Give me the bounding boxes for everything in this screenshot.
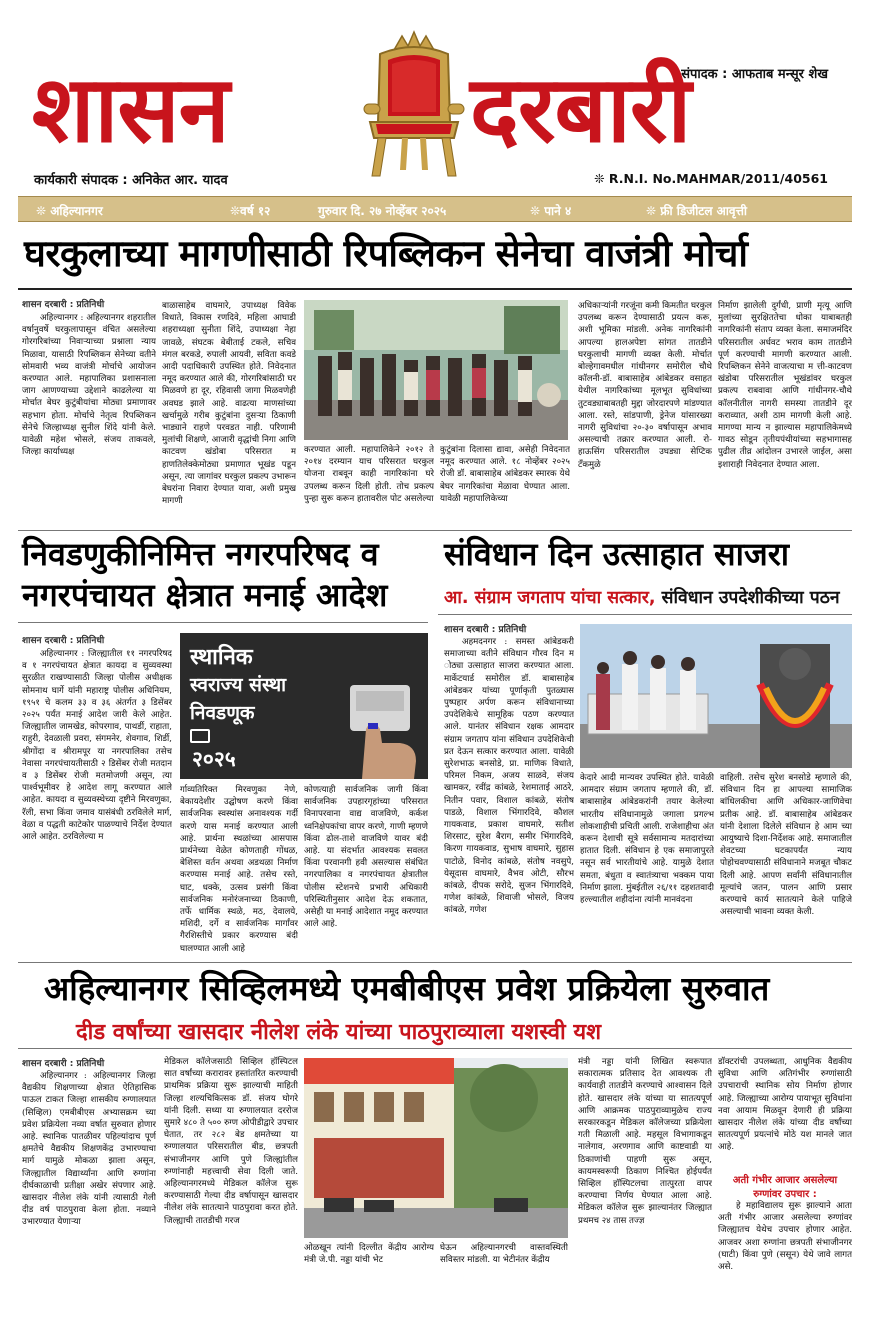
poster-line-1: स्थानिक bbox=[190, 645, 253, 670]
poster-line-3: निवडणूक bbox=[190, 702, 255, 724]
story3-column-2: केदारे आदी मान्यवर उपस्थित होते. यावेळी आमदार संग्राम जगताप म्हणाले की, डॉ. बाबासाहेब आंबेडकरांनी तयार केलेल्या भारतीय संविधानामुळे जगाला प्रगल्भ लोकशाहीची प्रचिती आली. राजेशाहीचा अंत करून देशाची सूत्रे सर्वसामान्य मतदारांच्या हातात दिली. संविधान हे एक समाजापुरते नसून सर्व भारतीयांचे आहे. यामुळे देशात समता, बंधुता व स्वातंत्र्याचा भक्कम पाया निर्माण झाला. मुंबईतील २६/११ दहशतवादी हल्ल्यातील शहीदांना त्यांनी मानवंदना bbox=[580, 773, 714, 906]
story1-column-4: निर्माण झालेली दुर्गंधी, प्राणी मृत्यू आणि मुलांच्या सुरक्षिततेचा धोका याबाबतही नागरिकांनी संताप व्यक्त केला. समाजमंदिर परिसरातील अर्धवट भराव काम तातडीने पूर्ण करण्याची मागणी करण्यात आली. रिपब्लिकन सेनेने वाजत्याचा म त्ती-काटवण खंडोबा परिसरातील भूखंडांवर घरकुल प्रकल्प राबवावा आणि गांधीनगर-चौथे कॉलनीतील नागरी समस्या तातडीने दूर कराव्यात, अशी ठाम मागणी केली आहे. मागण्या मान्य न झाल्यास महापालिकेमध्ये गावठ सोडून तृतीयपंथीयांच्या सहभागासह पुढील तीव्र आंदोलन उभारले जाईल, असा इशाराही निवेदनात देण्यात आला. bbox=[718, 301, 852, 470]
story1-caption-left: करण्यात आली. महापालिकेने २०१२ ते २०१४ दरम्यान याच परिसरात घरकुल योजना राबवून काही नागरिकांना घरे उपलब्ध करून दिली होती. तोच प्रकल्प पुन्हा सुरू करून हातावरील पोट असलेल्या bbox=[304, 445, 434, 504]
story2-column-2: र्गाव्यतिरिक्त मिरवणुका नेणे, बेकायदेशीर उद्घोषण करणे किंवा सार्वजनिक स्वस्थांस अनावश्यक गर्दी करणे यास मनाई करण्यात आली आहे. प्रार्थना स्थळांच्या आसपास प्रार्थनेच्या वेळेत कोणताही गोंधळ, बेशिस्त वर्तन अथवा अडथळा निर्माण करण्यास मनाई आहे. तसेच रस्ते, घाट, धक्के, उत्सव प्रसंगी किंवा सार्वजनिक मनोरंजनाच्या ठिकाणी, तर्फे धार्मिक स्थळे, मठ, देवालये, मशिदी, दर्गे व सार्वजनिक मार्गांवर गैरशिस्तीचे प्रकार करण्यास बंदी घालण्यात आली आहे bbox=[180, 785, 298, 954]
story4-caption-left: ओळखून त्यांनी दिल्लीत केंद्रीय आरोग्य मंत्री जे.पी. नड्डा यांची भेट bbox=[304, 1243, 434, 1266]
story1-column-1: अहिल्यानगर : अहिल्यानगर शहरातील वर्षानुवर्षे घरकुलापासून वंचित असलेल्या गोरगरिबांच्या निवाऱ्याच्या प्रश्नाला न्याय मिळावा, यासाठी रिपब्लिकन सेनेच्या वतीने सोमवारी भव्य वाजंत्री मोर्चाचे आयोजन करण्यात आले. महापालिका प्रशासनाला जाग आणण्याच्या उद्देशाने काढलेल्या या मोर्चात बेघर कुटुंबीयांचा मोठ्या प्रमाणावर सहभाग होता. मोर्चाचे नेतृत्व रिपब्लिकन सेनेचे जिल्हाध्यक्ष सुनील शिंदे यांनी केले. यावेळी महेश भोसले, संजय ताकवले, जिल्हा कार्याध्यक्ष bbox=[22, 313, 156, 458]
story2-headline: निवडणुकीनिमित्त नगरपरिषद व नगरपंचायत क्षेत्रात मनाई आदेश bbox=[22, 535, 388, 614]
story4-column-4b: हे महाविद्यालय सुरू झाल्याने आता अती गंभीर आजार असलेल्या रुग्णांवर जिल्ह्यातच येथेच उपचार होणार आहेत. आजवर अशा रुग्णांना छत्रपती संभाजीनगर (घाटी) किंवा पुणे (ससून) येथे जावे लागत असे. bbox=[718, 1201, 852, 1273]
story3-headline: संविधान दिन उत्साहात साजरा bbox=[444, 535, 790, 573]
story1-byline: शासन दरबारी : प्रतिनिधी bbox=[22, 300, 105, 310]
newspaper-title-left: शासन bbox=[32, 56, 229, 163]
story2-rule bbox=[18, 622, 428, 623]
issue-pages: ❊ पाने ४ bbox=[530, 204, 572, 218]
story4-subheadline: दीड वर्षांच्या खासदार नीलेश लंके यांच्या पाठपुराव्याला यशस्वी यश bbox=[76, 1020, 602, 1045]
story1-headline: घरकुलाच्या मागणीसाठी रिपब्लिकन सेनेचा वाजंत्री मोर्चा bbox=[24, 232, 748, 275]
executive-editor-credit: कार्यकारी संपादक : अनिकेत आर. यादव bbox=[34, 173, 228, 188]
story4-byline: शासन दरबारी : प्रतिनिधी bbox=[22, 1059, 105, 1069]
story4-column-4a: डॉक्टरांची उपलब्धता, आधुनिक वैद्यकीय सुविधा आणि अतिगंभीर रुग्णांसाठी उपचाराची स्थानिक सोय निर्माण होणार आहे. जिल्ह्याच्या आरोग्य पायाभूत सुविधांना नवा आयाम मिळवून देणारी ही प्रक्रिया खासदार नीलेश लंके यांच्या दीड वर्षांच्या सातत्यपूर्ण प्रयत्नांचे मोठे यश मानले जात आहे. bbox=[718, 1057, 852, 1153]
protest-march-photo bbox=[304, 300, 568, 440]
masthead bbox=[0, 0, 870, 196]
story4-headline: अहिल्यानगर सिव्हिलमध्ये एमबीबीएस प्रवेश प्रक्रियेला सुरुवात bbox=[44, 969, 770, 1008]
story4-caption-right: घेऊन अहिल्यानगरची वास्तवस्थिती सविस्तर मांडली. या भेटीनंतर केंद्रीय bbox=[440, 1243, 568, 1266]
throne-logo-icon bbox=[358, 30, 470, 180]
editor-credit: संपादक : आफताब मन्सूर शेख bbox=[681, 67, 828, 82]
story4-subsection-heading: अती गंभीर आजार असलेल्या रुग्णांवर उपचार : bbox=[732, 1175, 838, 1200]
poster-year: २०२५ bbox=[192, 747, 236, 771]
story3-byline: शासन दरबारी : प्रतिनिधी bbox=[444, 625, 527, 635]
story4-column-3: मंत्री नड्डा यांनी लिखित स्वरूपात सकारात्मक प्रतिसाद देत आवश्यक ती कार्यवाही तातडीने करण्याचे आश्वासन दिले होते. खासदार लंके यांच्या या सातत्यपूर्ण आणि आक्रमक पाठपुराव्यामुळेच राज्य सरकारकडून मेडिकल कॉलेजच्या प्रक्रियेला गती मिळाली आहे. महसूल विभागाकडून नालेगाव, अरणगाव आणि काष्टवाडी या ठिकाणांची पाहणी सुरू असून, कायमस्वरूपी ठिकाण निश्चित होईपर्यंत सिव्हिल हॉस्पिटलचा तात्पुरता वापर करण्याचा निर्णय घेण्यात आला आहे. मेडिकल कॉलेज सुरू झाल्यानंतर जिल्ह्यात प्रथमच २४ तास तज्ज्ञ bbox=[578, 1057, 712, 1226]
section-rule-3 bbox=[18, 962, 852, 963]
story4-rule bbox=[18, 1048, 852, 1049]
ballot-box-icon bbox=[190, 729, 210, 743]
story3-column-1: अहमदनगर : समस्त आंबेडकरी समाजाच्या वतीने संविधान गौरव दिन म ोठ्या उत्साहात साजरा करण्यात आला. मार्केटयार्ड समोरील डॉ. बाबासाहेब आंबेडकर यांच्या पूर्णाकृती पुतळ्यास पुष्पहार अर्पण करून संविधानाच्या उपदेशिकेचे सामूहिक पठण करण्यात आले. यानंतर संविधान रक्षक आमदार संग्राम जगताप यांना संविधान उपदेशिकेची प्रत देऊन सत्कार करण्यात आला. यावेळी सुरेशभाऊ बनसोडे, प्रा. माणिक विधाते, परिमल निकम, अजय साळवे, संजय खामकर, रवींद्र कांबळे, रेशमाताई आठरे, नितीन पवार, विशाल कांबळे, संतोष पाडळे, विशाल भिंगारदिवे, कौशल गायकवाड, प्रकाश वाघमारे, सतीश शिरसाट, सुरेश बैराग, समीर भिंगारदिवे, किरण गायकवाड, सुभाष वाघमारे, सुहास पाटोळे, विनोद कांबळे, संतोष नवसुपे, येसूदास वाघमारे, वैभव ओटी, सौरभ कांबळे, दीपक सरोदे, सुजन भिंगारदिवे, गणेश कांबळे, शिवाजी भोसले, विजय कांबळे, गणेश bbox=[444, 637, 574, 916]
story2-column-1: अहिल्यानगर : जिल्ह्यातील ११ नगरपरिषद व १ नगरपंचायत क्षेत्रात कायदा व सुव्यवस्था सुरळीत राखण्यासाठी जिल्हा पोलीस अधीक्षक सोमनाथ घार्गे यांनी महाराष्ट्र पोलीस अधिनियम, १९५१ चे कलम ३३ व ३६ अंतर्गत ३ डिसेंबर २०२५ पर्यंत मनाई आदेश जारी केले आहेत. जिल्ह्यातील जामखेड, कोपरगाव, पाथर्डी, राहाता, राहुरी, देवळाली प्रवरा, संगमनेर, शेवगाव, शिर्डी, श्रीगोंदा व श्रीरामपूर या नगरपालिका तसेच नेवासा नगरपंचायतीसाठी २ डिसेंबर रोजी मतदान व ३ डिसेंबर रोजी मतमोजणी असून, त्या पार्श्वभूमीवर हे आदेश लागू करण्यात आले आहेत. कायदा व सुव्यवस्थेच्या दृष्टीने मिरवणुका, रॅली, सभा किंवा जमाव यासंबंधी ठरविलेले मार्ग, वेळा व पद्धती काटेकोर पाळण्याचे निर्देश देण्यात आले आहेत. ठरविलेल्या म bbox=[22, 649, 172, 843]
story1-caption-right: कुटुंबांना दिलासा द्यावा, असेही निवेदनात नमूद करण्यात आले. १८ नोव्हेंबर २०२५ रोजी डॉ. बाबासाहेब आंबेडकर स्मारक येथे बेघर नागरिकांचा मेळावा घेण्यात आला. यावेळी महापालिकेच्या bbox=[440, 445, 570, 504]
rni-number: ❊ R.N.I. No.MAHMAR/2011/40561 bbox=[594, 171, 828, 186]
story3-rule bbox=[438, 614, 852, 615]
story1-column-3: अधिकाऱ्यांनी गरजूंना कमी किमतीत घरकुल उपलब्ध करून देण्यासाठी प्रयत्न करू, अशी भूमिका मांडली. अनेक नागरिकांनी आपल्या हालअपेष्टा सांगत तातडीने घरकुलाची मागणी व्यक्त केली. मोर्चात बोल्हेगावमधील गांधीनगर समोरील चौथे कॉलनी-डॉ. बाबासाहेब आंबेडकर वसाहत येथील नागरिकांच्या मूलभूत सुविधांच्या तुटवड्याबाबतही मुद्दा जोरदारपणे मांडण्यात आला. रस्ते, सांडपाणी, ड्रेनेज यांसारख्या नागरी सुविधांचा २०-३० वर्षापासून अभाव असल्याची तक्रार करण्यात आली. रो-हाऊसिंग परिसरातील उघड्या सेप्टिक टँकमुळे bbox=[578, 301, 712, 470]
election-poster-image bbox=[180, 633, 428, 779]
story4-column-1: अहिल्यानगर : अहिल्यानगर जिल्हा वैद्यकीय शिक्षणाच्या क्षेत्रात ऐतिहासिक पाऊल टाकत जिल्हा शासकीय रुग्णालयात (सिव्हिल) एमबीबीएस अभ्यासक्रम च्या प्रवेश प्रक्रियेला नव्या वर्षात सुरुवात होणार आहे. स्थानिक पातळीवर पहिल्यांदाच पूर्ण क्षमतेचे वैद्यकीय शिक्षणकेंद्र उभारण्याचा मार्ग यामुळे मोकळा झाला असून, जिल्ह्यातील विद्यार्थ्यांना आणि रुग्णांना दीर्घकाळाची प्रतीक्षा अखेर संपणार आहे. खासदार नीलेश लंके यांनी त्यासाठी गेली दीड वर्ष पाठपुरावा केला होता. नव्याने उभारण्यात येणाऱ्या bbox=[22, 1071, 156, 1228]
story1-bottom-rule bbox=[18, 530, 852, 531]
story4-column-2: मेडिकल कॉलेजसाठी सिव्हिल हॉस्पिटल सात वर्षांच्या करारावर हस्तांतरित करण्याची प्राथमिक प्रक्रिया सुरू झाल्याची माहिती जिल्हा शल्यचिकित्सक डॉ. संजय घोगरे यांनी दिली. सध्या या रुग्णालयात दररोज सुमारे ४८० ते ५०० रुग्ण ओपीडीद्वारे उपचार घेतात, तर २८२ बेड क्षमतेच्या या रुग्णालयात परिसरातील बीड, छत्रपती संभाजीनगर आणि पुणे जिल्ह्यांतील रुग्णांनाही महत्त्वाची सेवा दिली जाते. अहिल्यानगरमध्ये मेडिकल कॉलेज सुरू करण्यासाठी गेल्या दीड वर्षापासून खासदार नीलेश लंके सातत्याने पाठपुरावा करत होते. जिल्ह्याची तातडीची गरज bbox=[164, 1057, 298, 1226]
issue-date: गुरुवार दि. २७ नोव्हेंबर २०२५ bbox=[318, 204, 447, 218]
story2-byline: शासन दरबारी : प्रतिनिधी bbox=[22, 636, 105, 646]
story3-subheadline: आ. संग्राम जगताप यांचा सत्कार, संविधान उपदेशीकीच्या पठन bbox=[444, 588, 840, 608]
story1-rule bbox=[18, 288, 852, 290]
issue-edition: ❊ फ्री डिजीटल आवृत्ती bbox=[646, 204, 748, 218]
poster-line-2: स्वराज्य संस्था bbox=[190, 674, 287, 696]
story1-column-2: बाळासाहेब वाघमारे, उपाध्यक्ष विवेक विधाते, विकास रणदिवे, महिला आघाडी शहराध्यक्षा सुनीता शिंदे, उपाध्यक्षा नेहा जावळे, संघटक बेबीताई टकले, सचिव मंगल बरकडे, रुपाली आयवी, सविता कवडे आदी पदाधिकारी उपस्थित होते. निवेदनात नमूद करण्यात आले की, गोरगरिबांसाठी घर मिळवणे हा दूर, रहिवासी जागा मिळवणेही अवघड झाले आहे. वाढत्या माणसांच्या खर्चामुळे गरीब कुटुंबांना दुसऱ्या ठिकाणी भाड्याने राहणे परवडत नाही. परिणामी मुलांची शिक्षणे, आजारी वृद्धांची निगा आणि काटवण खंडोबा परिसरात म हाणतिलेक्केमोठ्या प्रमाणात भूखंड पडून असून, त्या जागांवर घरकुल प्रकल्प उभारून बेघरांना निवारा देण्यात यावा, अशी प्रमुख मागणी bbox=[162, 301, 296, 507]
story3-column-3: वाहिली. तसेच सुरेश बनसोडे म्हणाले की, संविधान दिन हा आपल्या सामाजिक बांधिलकीचा आणि अधिकार-जाणिवेचा प्रतीक आहे. डॉ. बाबासाहेब आंबेडकर यांनी देशाला दिलेले संविधान हे आम च्या आयुष्याचे दिशा-निर्देशक आहे. समाजातील शेवटच्या घटकापर्यंत न्याय पोहोचवण्यासाठी संविधानाने मजबूत चौकट दिली आहे. आपण सर्वांनी संविधानातील मूल्यांचे जतन, पालन आणि प्रसार करण्याचे कार्य सातत्याने केले पाहिजे असल्याची भावना व्यक्त केली. bbox=[720, 773, 852, 918]
voting-finger-icon bbox=[342, 681, 428, 779]
constitution-day-photo bbox=[580, 624, 852, 768]
issue-info-bar bbox=[18, 196, 852, 222]
newspaper-title-right: दरबारी bbox=[470, 56, 691, 163]
issue-year: ❊वर्ष १२ bbox=[230, 204, 271, 218]
story2-column-3: कोणत्याही सार्वजनिक जागी किंवा सार्वजनिक उपहारगृहांच्या परिसरात विनापरवाना वाद्य वाजविणे, कर्कश ध्वनिक्षेपकांचा वापर करणे, गाणी म्हणणे किंवा ढोल-ताशे वाजविणे यावर बंदी आहे. या संदर्भात आवश्यक सवलत किंवा परवानगी हवी असल्यास संबंधित नगरपालिका व नगरपंचायत क्षेत्रातील पोलीस स्टेशनचे प्रभारी अधिकारी परिस्थितीनुसार आदेश देऊ शकतात, असेही या मनाई आदेशात नमूद करण्यात आले आहे. bbox=[304, 785, 428, 930]
issue-city: ❊ अहिल्यानगर bbox=[36, 204, 103, 218]
civil-hospital-photo bbox=[304, 1058, 568, 1238]
